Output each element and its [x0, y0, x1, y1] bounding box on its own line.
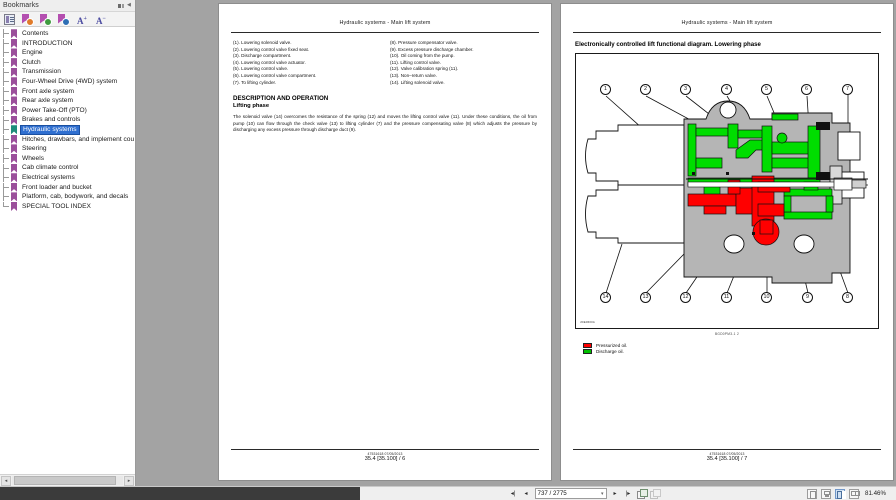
bookmark-item[interactable]	[0, 144, 135, 154]
bookmark-flag-icon	[11, 68, 17, 77]
diagram-callout: 5	[761, 84, 772, 95]
zoom-level-label: 81.46%	[865, 490, 886, 497]
bookmark-item-label: Wheels	[22, 154, 44, 162]
bookmark-item[interactable]	[0, 115, 135, 125]
bookmarks-panel-title: Bookmarks	[3, 2, 39, 9]
tree-elbow-icon	[2, 96, 11, 105]
last-page-button[interactable]: |▸	[625, 490, 631, 497]
bookmark-flag-icon	[11, 116, 17, 125]
bookmark-flag-icon	[11, 87, 17, 96]
bookmark-item-label: Power Take-Off (PTO)	[22, 106, 87, 114]
bookmark-flag-icon	[11, 202, 17, 211]
decrease-font-size-icon[interactable]: A−	[96, 15, 106, 26]
pdf-page-right	[560, 3, 894, 481]
page-footer-left	[231, 449, 539, 463]
tree-elbow-icon	[2, 173, 11, 182]
bookmark-flag-icon	[11, 96, 17, 105]
bookmark-item[interactable]	[0, 58, 135, 68]
parts-legend-item: (11). Lifting control valve.	[390, 59, 441, 65]
scrollbar-thumb[interactable]	[14, 476, 116, 485]
bookmark-item[interactable]	[0, 29, 135, 39]
bookmark-flag-icon	[11, 48, 17, 57]
figure-caption: BGD0PM3-1 2	[714, 332, 740, 336]
bookmark-flag-icon	[11, 173, 17, 182]
page-number-value: 737 / 2775	[537, 490, 567, 497]
bookmark-item-label: SPECIAL TOOL INDEX	[22, 202, 91, 210]
bookmark-list-view-icon[interactable]	[4, 14, 15, 25]
bookmark-flag-icon	[11, 77, 17, 86]
single-page-view-button[interactable]	[807, 489, 817, 499]
bookmark-flag-icon	[11, 58, 17, 67]
bookmark-item-label: INTRODUCTION	[22, 39, 73, 47]
tree-elbow-icon	[2, 39, 11, 48]
bookmark-properties-icon[interactable]	[58, 14, 69, 25]
bookmark-item[interactable]	[0, 106, 135, 116]
tree-elbow-icon	[2, 154, 11, 163]
bookmark-item[interactable]	[0, 48, 135, 58]
oil-key-label: Discharge oil.	[596, 349, 624, 354]
bookmarks-horizontal-scrollbar[interactable]	[0, 474, 135, 486]
status-bar	[0, 486, 896, 500]
parts-legend-item: (13). Non–return valve.	[390, 72, 437, 78]
tree-elbow-icon	[2, 48, 11, 57]
previous-page-button[interactable]: ◂	[524, 490, 528, 497]
parts-legend-item: (14). Lifting solenoid valve.	[390, 79, 445, 85]
oil-key-row	[583, 349, 879, 354]
hydraulic-diagram-svg	[576, 54, 879, 329]
bookmarks-tree	[0, 27, 135, 474]
bookmark-item[interactable]	[0, 96, 135, 106]
parts-legend-item: (2). Lowering control valve fixed seat.	[233, 46, 310, 52]
oil-key-row	[583, 343, 879, 348]
bookmark-item[interactable]	[0, 202, 135, 212]
diagram-callout: 6	[801, 84, 812, 95]
collapse-left-icon[interactable]	[127, 3, 133, 9]
tree-elbow-icon	[2, 183, 11, 192]
bookmark-item[interactable]	[0, 39, 135, 49]
bookmark-flag-icon	[11, 183, 17, 192]
parts-legend-item: (6). Lowering control valve compartment.	[233, 72, 317, 78]
pdf-page-left	[218, 3, 552, 481]
bookmark-item[interactable]	[0, 163, 135, 173]
bookmark-item[interactable]	[0, 135, 135, 145]
increase-font-size-icon[interactable]: A+	[77, 15, 87, 26]
footer-page-number-left: 35.4 [35.100] / 6	[364, 456, 406, 462]
tree-elbow-icon	[2, 135, 11, 144]
status-bar-left-filler	[0, 487, 360, 500]
bookmark-item[interactable]	[0, 87, 135, 97]
dock-arrows-icon[interactable]	[118, 3, 124, 9]
diagram-callout: 14	[600, 292, 611, 303]
bookmarks-toolbar	[0, 12, 135, 27]
oil-key-swatch	[583, 343, 592, 348]
bookmarks-titlebar	[0, 0, 135, 12]
footer-page-number-right: 35.4 [35.100] / 7	[706, 456, 748, 462]
bookmark-flag-icon	[11, 29, 17, 38]
bookmark-item-label: Contents	[22, 30, 49, 37]
tree-elbow-icon	[2, 116, 11, 125]
bookmark-item-label: Four-Wheel Drive (4WD) system	[22, 77, 118, 85]
bookmark-item-label: Electrical systems	[22, 173, 75, 181]
bookmark-item-label: Clutch	[22, 58, 41, 66]
parts-legend-item: (7). To lifting cylinder.	[233, 79, 277, 85]
scroll-right-arrow[interactable]: ▸	[124, 476, 134, 486]
bookmark-goto-icon[interactable]	[40, 14, 51, 25]
diagram-callout: 12	[680, 292, 691, 303]
bookmark-item-label: Rear axle system	[22, 97, 73, 105]
pdf-page-viewer[interactable]	[136, 0, 896, 486]
bookmark-flag-icon	[11, 154, 17, 163]
diagram-callout: 4	[721, 84, 732, 95]
bookmark-item-label: Front loader and bucket	[22, 183, 92, 191]
paste-page-icon	[650, 489, 659, 498]
bookmark-item[interactable]	[0, 183, 135, 193]
bookmark-item[interactable]	[0, 125, 135, 135]
footer-rule-left	[231, 449, 539, 450]
parts-legend-item: (4). Lowering control valve actuator.	[233, 59, 306, 65]
oil-key-swatch	[583, 349, 592, 354]
diagram-callout: 7	[842, 84, 853, 95]
footer-doc-code-right: 47531618 07/05/2013	[709, 451, 745, 456]
tree-elbow-icon	[2, 87, 11, 96]
parts-legend-column-2	[390, 40, 537, 86]
bookmark-item[interactable]	[0, 192, 135, 202]
bookmark-item-label: Transmission	[22, 68, 61, 76]
view-layout-group	[807, 489, 896, 499]
bookmark-item-label: Hydraulic systems	[20, 125, 80, 135]
footer-rule-right	[573, 449, 881, 450]
body-paragraph: The solenoid valve (14) overcomes the resistance of the spring (12) and moves the lifting control valve (11). Under these conditions, the oil from pump (10) can flow through the check valve (13) to lifting cylinder (7) and the pressure compensating valve (8) which adjusts the pressure by discharging any excess pressure through discharge duct (9).	[233, 114, 537, 132]
diagram-callout: 2	[640, 84, 651, 95]
page-number-input[interactable]	[535, 488, 607, 499]
scrollbar-track[interactable]	[12, 476, 123, 485]
diagram-callout: 11	[721, 292, 732, 303]
subsection-title: Lifting phase	[233, 103, 270, 110]
diagram-callout: 1	[600, 84, 611, 95]
bookmark-item-label: Hitches, drawbars, and implement cou	[22, 135, 135, 143]
diagram-callout: 10	[761, 292, 772, 303]
tree-elbow-icon	[2, 106, 11, 115]
facing-pages-view-button[interactable]	[835, 489, 845, 499]
bookmark-item[interactable]	[0, 67, 135, 77]
section-title: DESCRIPTION AND OPERATION	[233, 95, 329, 103]
bookmark-flag-icon	[11, 106, 17, 115]
tree-elbow-icon	[2, 202, 11, 211]
bookmark-flag-icon	[11, 164, 17, 173]
bookmark-flag-icon	[11, 192, 17, 201]
header-rule-left	[231, 32, 539, 33]
parts-legend-item: (9). Excess pressure discharge chamber.	[390, 46, 474, 52]
figure-code: JDE0600A	[580, 320, 595, 324]
parts-legend-item: (5). Lowering control valve.	[233, 66, 289, 72]
diagram-callout: 13	[640, 292, 651, 303]
scroll-left-arrow[interactable]: ◂	[1, 476, 11, 486]
oil-color-key	[583, 343, 879, 354]
parts-legend-column-1	[233, 40, 380, 86]
tree-elbow-icon	[2, 192, 11, 201]
tree-elbow-icon	[2, 77, 11, 86]
chevron-down-icon[interactable]: ▾	[600, 490, 604, 497]
page-footer-right	[573, 449, 881, 463]
bookmark-flag-icon	[11, 125, 17, 134]
diagram-callout: 9	[802, 292, 813, 303]
tree-elbow-icon	[2, 125, 11, 134]
figure-title: Electronically controlled lift functional diagram. Lowering phase	[575, 41, 761, 48]
bookmark-item-label: Steering	[22, 145, 47, 153]
continuous-scroll-view-button[interactable]	[821, 489, 831, 499]
bookmark-item-label: Engine	[22, 49, 43, 57]
new-bookmark-icon[interactable]	[22, 14, 33, 25]
parts-legend-item: (3). Discharge compartment.	[233, 53, 292, 59]
page-header-right: Hydraulic systems - Main lift system	[681, 20, 773, 26]
tree-elbow-icon	[2, 58, 11, 67]
tree-elbow-icon	[2, 144, 11, 153]
bookmark-flag-icon	[11, 39, 17, 48]
next-page-button[interactable]: ▸	[613, 490, 617, 497]
bookmark-item-label: Platform, cab, bodywork, and decals	[22, 193, 129, 201]
bookmark-item[interactable]	[0, 77, 135, 87]
parts-legend-item: (1). Lowering solenoid valve.	[233, 40, 292, 45]
bookmark-item[interactable]	[0, 173, 135, 183]
page-header-left: Hydraulic systems - Main lift system	[339, 20, 431, 26]
tree-elbow-icon	[2, 29, 11, 38]
parts-legend	[233, 40, 537, 86]
bookmark-item-label: Cab climate control	[22, 164, 79, 172]
header-rule-right	[573, 32, 881, 33]
copy-page-icon[interactable]	[637, 489, 646, 498]
bookmarks-panel	[0, 0, 136, 486]
facing-continuous-view-button[interactable]	[849, 489, 859, 499]
parts-legend-item: (12). Valve calibration spring (11).	[390, 66, 459, 72]
hydraulic-diagram-figure	[575, 53, 879, 329]
first-page-button[interactable]: ◂|	[510, 490, 516, 497]
bookmark-item[interactable]	[0, 154, 135, 164]
footer-doc-code-left: 47531618 07/05/2013	[367, 451, 403, 456]
bookmark-flag-icon	[11, 144, 17, 153]
tree-elbow-icon	[2, 68, 11, 77]
bookmark-flag-icon	[11, 135, 17, 144]
tree-elbow-icon	[2, 164, 11, 173]
oil-key-label: Pressurized oil.	[596, 343, 628, 348]
diagram-callout: 3	[680, 84, 691, 95]
page-navigation-group	[360, 488, 807, 499]
diagram-callout: 8	[842, 292, 853, 303]
bookmark-item-label: Front axle system	[22, 87, 75, 95]
parts-legend-item: (10). Oil coming from the pump.	[390, 53, 455, 59]
parts-legend-item: (8). Pressure compensator valve.	[390, 40, 458, 45]
bookmark-item-label: Brakes and controls	[22, 116, 81, 124]
